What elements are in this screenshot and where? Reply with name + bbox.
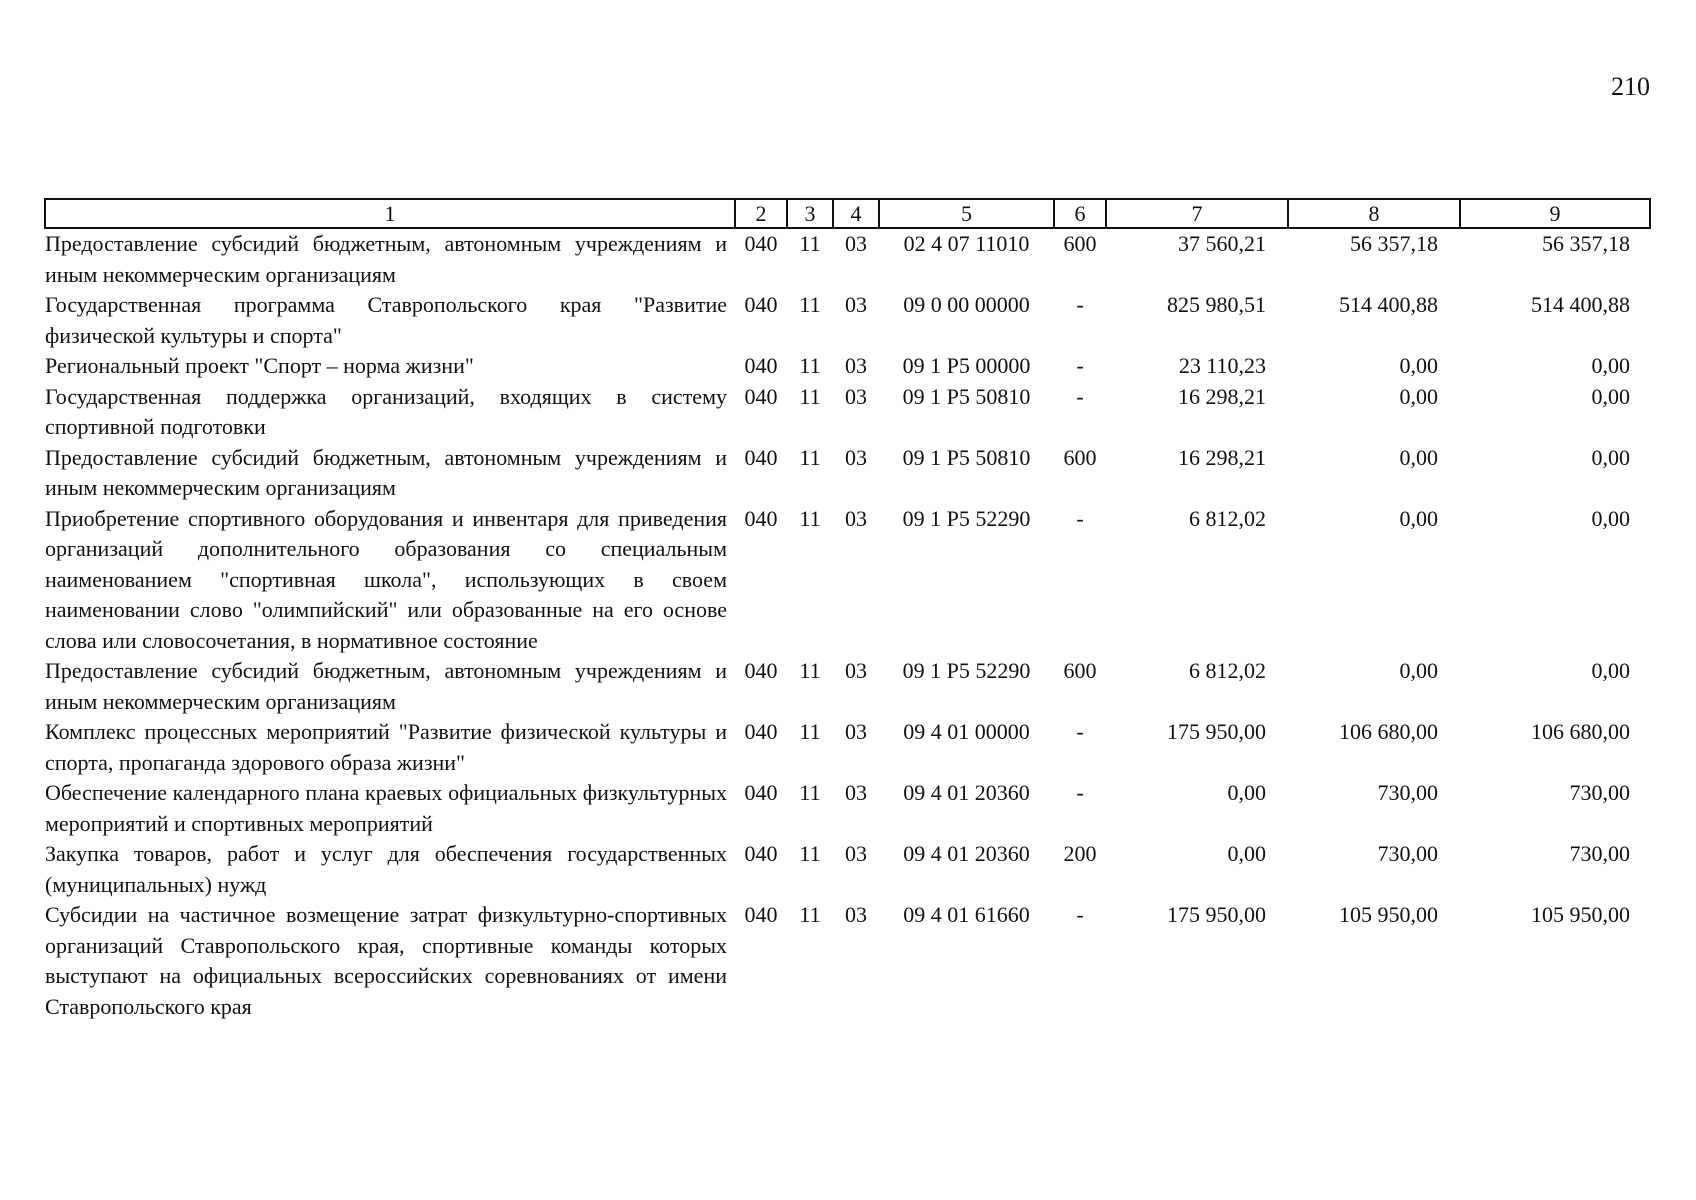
expense-type-code: 600 xyxy=(1063,231,1097,256)
section-code: 11 xyxy=(799,383,821,409)
expense-type-code: 600 xyxy=(1063,444,1097,470)
section-code: 11 xyxy=(799,444,821,470)
target-article-code: 09 1 P5 50810 xyxy=(902,383,1031,409)
amount-col-7: 16 298,21 xyxy=(1178,444,1266,470)
row-description: Государственная поддержка организаций, входящих в систему спортивной подготовки xyxy=(45,383,727,439)
section-code: 11 xyxy=(799,231,821,256)
expense-type-code: - xyxy=(1076,292,1084,317)
row-description: Субсидии на частичное возмещение затрат физкультурно-спортивных организаций Ставропольского края, спортивные команды которых выступают на официальных всероссийских соревнованиях от имени Ставропольского края xyxy=(45,902,727,1019)
table-row xyxy=(45,900,1650,1022)
subsection-code: 03 xyxy=(845,505,867,531)
amount-col-7: 175 950,00 xyxy=(1167,902,1266,927)
row-description: Предоставление субсидий бюджетным, автономным учреждениям и иным некоммерческим организациям xyxy=(45,444,727,500)
row-description: Комплекс процессных мероприятий "Развитие физической культуры и спорта, пропаганда здорового образа жизни" xyxy=(45,719,727,775)
subsection-code: 03 xyxy=(845,353,867,378)
amount-col-7: 175 950,00 xyxy=(1167,719,1266,744)
amount-col-8: 0,00 xyxy=(1399,444,1438,470)
row-description: Предоставление субсидий бюджетным, автономным учреждениям и иным некоммерческим организациям xyxy=(45,231,727,287)
ministry-code: 040 xyxy=(744,231,778,256)
ministry-code: 040 xyxy=(744,780,778,805)
subsection-code: 03 xyxy=(845,719,867,744)
ministry-code: 040 xyxy=(744,444,778,470)
table-row xyxy=(45,228,1650,290)
amount-col-7: 0,00 xyxy=(1227,841,1266,866)
amount-col-7: 825 980,51 xyxy=(1167,292,1266,317)
table-row xyxy=(45,351,1650,382)
subsection-code: 03 xyxy=(845,658,867,683)
target-article-code: 09 4 01 00000 xyxy=(903,719,1030,744)
column-header: 2 xyxy=(735,199,787,228)
target-article-code: 02 4 07 11010 xyxy=(903,231,1030,256)
amount-col-7: 6 812,02 xyxy=(1189,658,1266,683)
expense-type-code: - xyxy=(1076,780,1084,805)
subsection-code: 03 xyxy=(845,383,867,409)
table-row xyxy=(45,839,1650,900)
amount-col-8: 105 950,00 xyxy=(1339,902,1438,927)
amount-col-9: 106 680,00 xyxy=(1531,719,1630,744)
expense-type-code: - xyxy=(1076,902,1084,927)
target-article-code: 09 4 01 20360 xyxy=(903,780,1030,805)
column-header: 6 xyxy=(1054,199,1106,228)
amount-col-8: 56 357,18 xyxy=(1350,231,1438,256)
amount-col-7: 6 812,02 xyxy=(1189,505,1266,531)
subsection-code: 03 xyxy=(845,231,867,256)
amount-col-7: 16 298,21 xyxy=(1178,383,1266,409)
amount-col-8: 0,00 xyxy=(1399,505,1438,531)
amount-col-8: 514 400,88 xyxy=(1339,292,1438,317)
amount-col-9: 0,00 xyxy=(1591,505,1630,531)
table-row xyxy=(45,382,1650,443)
target-article-code: 09 4 01 61660 xyxy=(903,902,1030,927)
section-code: 11 xyxy=(799,841,821,866)
subsection-code: 03 xyxy=(845,292,867,317)
target-article-code: 09 1 P5 52290 xyxy=(902,658,1031,683)
expense-type-code: - xyxy=(1076,353,1084,378)
column-header: 5 xyxy=(879,199,1054,228)
amount-col-9: 0,00 xyxy=(1591,353,1630,378)
target-article-code: 09 1 P5 00000 xyxy=(902,353,1031,378)
page-number: 210 xyxy=(1611,72,1650,101)
table-header-row xyxy=(45,199,1650,228)
amount-col-9: 105 950,00 xyxy=(1531,902,1630,927)
table-row xyxy=(45,443,1650,504)
table-row xyxy=(45,504,1650,657)
row-description: Государственная программа Ставропольского края "Развитие физической культуры и спорта" xyxy=(45,292,727,348)
ministry-code: 040 xyxy=(744,841,778,866)
section-code: 11 xyxy=(799,292,821,317)
amount-col-9: 514 400,88 xyxy=(1531,292,1630,317)
amount-col-9: 730,00 xyxy=(1569,841,1630,866)
table-body xyxy=(45,228,1650,1022)
ministry-code: 040 xyxy=(744,658,778,683)
table-row xyxy=(45,290,1650,351)
expense-type-code: - xyxy=(1076,383,1084,409)
ministry-code: 040 xyxy=(744,505,778,531)
section-code: 11 xyxy=(799,780,821,805)
amount-col-9: 0,00 xyxy=(1591,444,1630,470)
expense-type-code: 200 xyxy=(1063,841,1097,866)
subsection-code: 03 xyxy=(845,902,867,927)
ministry-code: 040 xyxy=(744,902,778,927)
target-article-code: 09 1 P5 52290 xyxy=(902,505,1031,531)
expense-type-code: - xyxy=(1076,505,1084,531)
amount-col-9: 56 357,18 xyxy=(1542,231,1630,256)
column-header: 7 xyxy=(1106,199,1288,228)
row-description: Предоставление субсидий бюджетным, автономным учреждениям и иным некоммерческим организациям xyxy=(45,658,727,714)
table-row xyxy=(45,656,1650,717)
amount-col-8: 730,00 xyxy=(1377,780,1438,805)
section-code: 11 xyxy=(799,353,821,378)
column-header: 9 xyxy=(1460,199,1650,228)
amount-col-7: 0,00 xyxy=(1227,780,1266,805)
amount-col-9: 0,00 xyxy=(1591,658,1630,683)
target-article-code: 09 0 00 00000 xyxy=(903,292,1030,317)
section-code: 11 xyxy=(799,902,821,927)
subsection-code: 03 xyxy=(845,841,867,866)
target-article-code: 09 4 01 20360 xyxy=(903,841,1030,866)
row-description: Закупка товаров, работ и услуг для обеспечения государственных (муниципальных) нужд xyxy=(45,841,727,897)
column-header: 8 xyxy=(1288,199,1460,228)
subsection-code: 03 xyxy=(845,444,867,470)
column-header: 3 xyxy=(787,199,833,228)
row-description: Приобретение спортивного оборудования и инвентаря для приведения организаций дополнительного образования со специальным наименованием "спортивная школа", использующих в своем наименовании слово "олимпийский" или образованные на его основе слова или словосочетания, в нормативное состояние xyxy=(45,505,727,653)
table-row xyxy=(45,778,1650,839)
amount-col-8: 0,00 xyxy=(1399,353,1438,378)
table-row xyxy=(45,717,1650,778)
budget-table xyxy=(44,198,1651,1022)
expense-type-code: 600 xyxy=(1063,658,1097,683)
column-header: 4 xyxy=(833,199,879,228)
amount-col-8: 730,00 xyxy=(1377,841,1438,866)
column-header: 1 xyxy=(45,199,735,228)
target-article-code: 09 1 P5 50810 xyxy=(902,444,1031,470)
ministry-code: 040 xyxy=(744,292,778,317)
section-code: 11 xyxy=(799,719,821,744)
ministry-code: 040 xyxy=(744,719,778,744)
section-code: 11 xyxy=(799,505,821,531)
amount-col-7: 23 110,23 xyxy=(1178,353,1266,378)
amount-col-8: 0,00 xyxy=(1399,383,1438,409)
amount-col-9: 730,00 xyxy=(1569,780,1630,805)
row-description: Обеспечение календарного плана краевых официальных физкультурных мероприятий и спортивных мероприятий xyxy=(45,780,727,836)
amount-col-8: 0,00 xyxy=(1399,658,1438,683)
ministry-code: 040 xyxy=(744,353,778,378)
amount-col-7: 37 560,21 xyxy=(1178,231,1266,256)
amount-col-8: 106 680,00 xyxy=(1339,719,1438,744)
expense-type-code: - xyxy=(1076,719,1084,744)
subsection-code: 03 xyxy=(845,780,867,805)
row-description: Региональный проект "Спорт – норма жизни" xyxy=(45,353,474,378)
ministry-code: 040 xyxy=(744,383,778,409)
section-code: 11 xyxy=(799,658,821,683)
amount-col-9: 0,00 xyxy=(1591,383,1630,409)
